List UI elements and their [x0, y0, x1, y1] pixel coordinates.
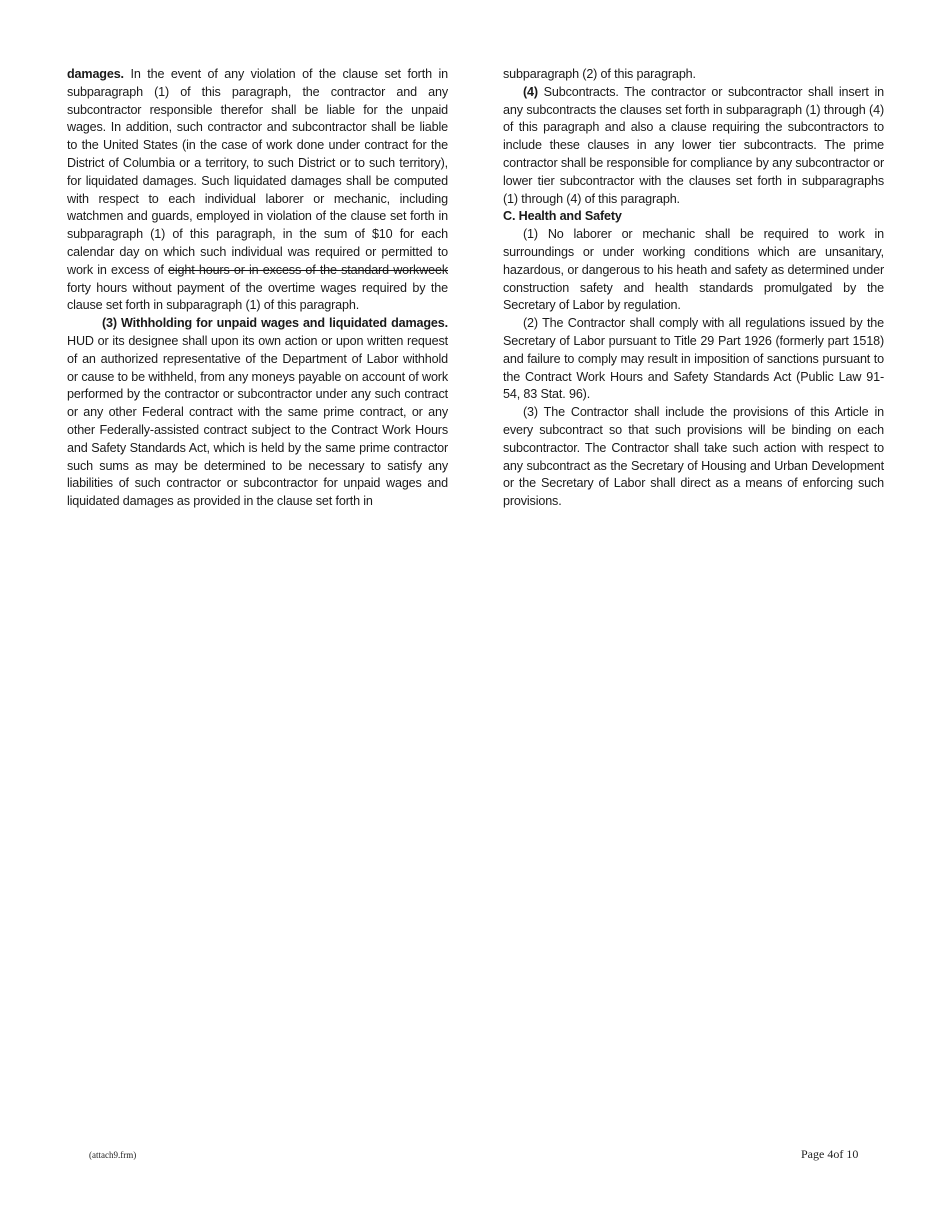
- subcontracts-label: (4): [523, 84, 538, 99]
- health-safety-item-1: (1) No laborer or mechanic shall be required to work in surroundings or under working conditions which are unsanitary, hazardous, or dangerous to his heath and safety as determined under construction safety and health standards promulgated by the Secretary of Labor by regulation.: [503, 227, 884, 313]
- struck-text: eight hours or in excess of the standard workweek: [168, 262, 448, 277]
- health-safety-heading: C. Health and Safety: [503, 209, 622, 224]
- continued-paragraph: subparagraph (2) of this paragraph.: [503, 67, 696, 81]
- left-column: [67, 66, 448, 511]
- damages-text-end: forty hours without payment of the overtime wages required by the clause set forth in subparagraph (1) of this paragraph.: [67, 280, 448, 313]
- withholding-text: HUD or its designee shall upon its own action or upon written request of an authorized representative of the Department of Labor withhold or cause to be withheld, from any moneys payable on account of work performed by the contractor or subcontractor under any such contract or any other Federal contract with the same prime contract, or any other Federally-assisted contract subject to the Contract Work Hours and Safety Standards Act, which is held by the same prime contractor such sums as may be determined to be necessary to satisfy any liabilities of such contractor or subcontractor for unpaid wages and liquidated damages as provided in the clause set forth in: [67, 333, 448, 509]
- page-number: Page 4of 10: [801, 1147, 859, 1161]
- right-column: [503, 66, 884, 511]
- damages-paragraph: [67, 66, 448, 315]
- footer-filename: (attach9.frm): [89, 1150, 137, 1160]
- subcontracts-text: Subcontracts. The contractor or subcontractor shall insert in any subcontracts the clauses set forth in subparagraph (1) through (4) of this paragraph and also a clause requiring the subcontractors to include these clauses in any lower tier subcontracts. The prime contractor shall be responsible for compliance by any subcontractor or lower tier subcontractor with the clauses set forth in subparagraphs (1) through (4) of this paragraph.: [503, 84, 884, 206]
- withholding-heading: (3) Withholding for unpaid wages and liquidated damages.: [102, 316, 448, 331]
- damages-lead: damages.: [67, 67, 124, 81]
- damages-text: In the event of any violation of the clause set forth in subparagraph (1) of this paragraph, the contractor and any subcontractor responsible therefor shall be liable for the unpaid wages. In addition, such contractor and subcontractor shall be liable to the United States (in the case of work done under contract for the District of Columbia or a territory, to such District or to such territory), for liquidated damages. Such liquidated damages shall be computed with respect to each individual laborer or mechanic, including watchmen and guards, employed in violation of the clause set forth in subparagraph (1) of this paragraph, in the sum of $10 for each calendar day on which such individual was required or permitted to work in excess of: [67, 67, 448, 277]
- subcontracts-paragraph: [503, 84, 884, 209]
- health-safety-item-3: (3) The Contractor shall include the provisions of this Article in every subcontract so that such provisions will be binding on each subcontractor. The Contractor shall take such action with respect to any subcontract as the Secretary of Housing and Urban Development or the Secretary of Labor shall direct as a means of enforcing such provisions.: [503, 405, 884, 509]
- withholding-paragraph: [67, 315, 448, 511]
- health-safety-item-2: (2) The Contractor shall comply with all regulations issued by the Secretary of Labor pursuant to Title 29 Part 1926 (formerly part 1518) and failure to comply may result in imposition of sanctions pursuant to the Contract Work Hours and Safety Standards Act (Public Law 91-54, 83 Stat. 96).: [503, 316, 884, 402]
